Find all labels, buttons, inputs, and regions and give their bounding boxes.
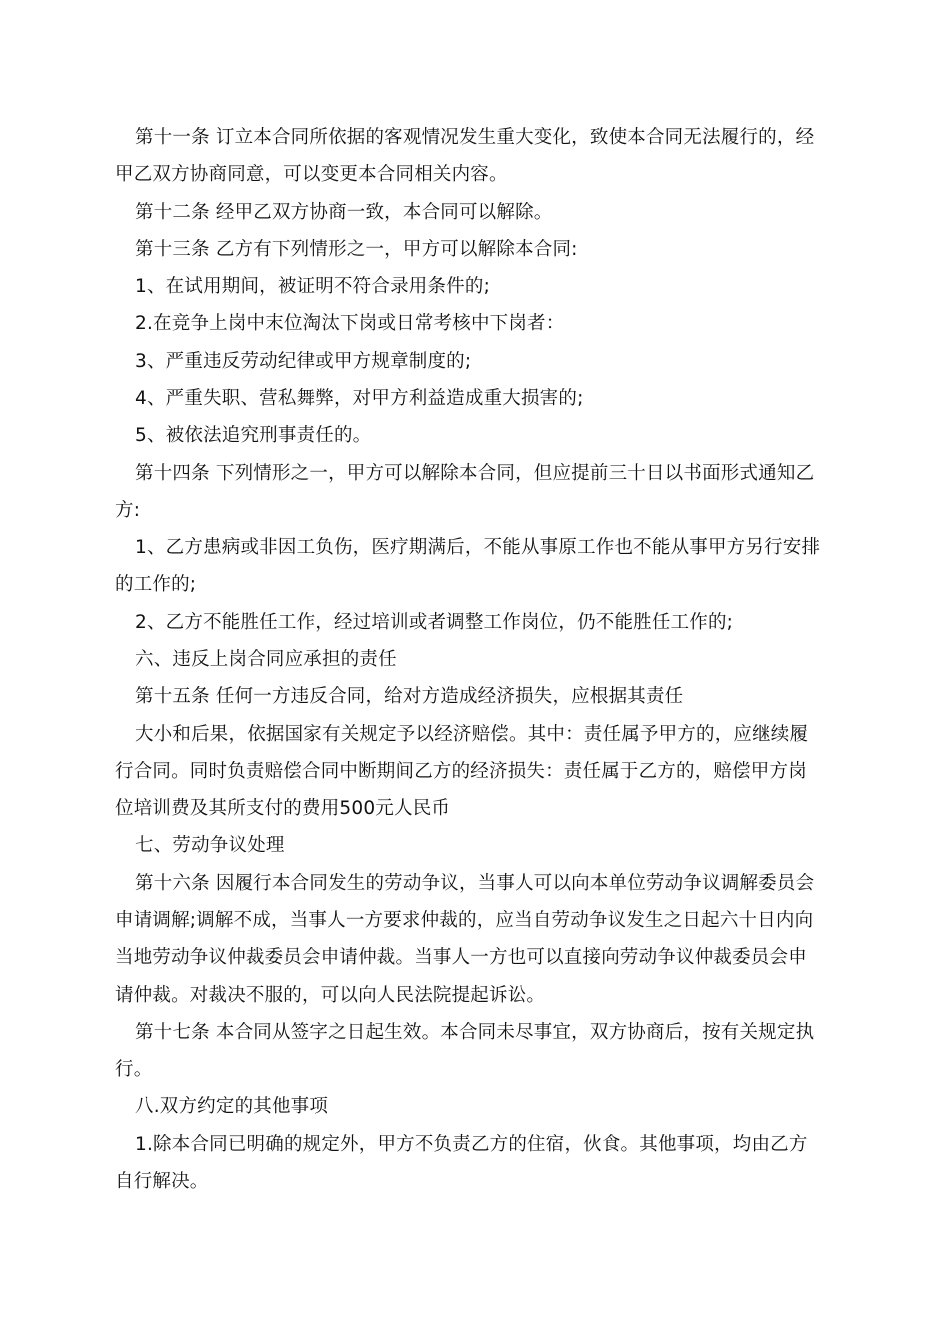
text-line: 申请调解;调解不成，当事人一方要求仲裁的，应当自劳动争议发生之日起六十日内向: [115, 910, 814, 931]
text-line: 第十六条 因履行本合同发生的劳动争议，当事人可以向本单位劳动争议调解委员会: [135, 873, 815, 894]
text-line: 1.除本合同已明确的规定外，甲方不负责乙方的住宿，伙食。其他事项，均由乙方: [135, 1134, 808, 1155]
section-heading: 七、劳动争议处理: [135, 835, 285, 856]
text-line: 2.在竞争上岗中末位淘汰下岗或日常考核中下岗者：: [135, 313, 565, 334]
text-line: 自行解决。: [115, 1171, 209, 1192]
text-line: 1、在试用期间，被证明不符合录用条件的;: [135, 276, 491, 297]
text-line: 当地劳动争议仲裁委员会申请仲裁。当事人一方也可以直接向劳动争议仲裁委员会申: [115, 947, 807, 968]
text-line: 1、乙方患病或非因工负伤，医疗期满后，不能从事原工作也不能从事甲方另行安排: [135, 537, 821, 558]
text-line: 请仲裁。对裁决不服的，可以向人民法院提起诉讼。: [115, 985, 546, 1006]
text-line: 第十一条 订立本合同所依据的客观情况发生重大变化，致使本合同无法履行的，经: [135, 127, 815, 148]
text-line: 2、乙方不能胜任工作，经过培训或者调整工作岗位，仍不能胜任工作的;: [135, 612, 734, 633]
text-line: 甲乙双方协商同意，可以变更本合同相关内容。: [115, 164, 508, 185]
text-line: 第十四条 下列情形之一，甲方可以解除本合同，但应提前三十日以书面形式通知乙: [135, 463, 815, 484]
section-heading: 六、违反上岗合同应承担的责任: [135, 649, 397, 670]
text-line: 的工作的;: [115, 574, 197, 595]
text-line: 方:: [115, 500, 141, 521]
text-line: 大小和后果，依据国家有关规定予以经济赔偿。其中：责任属予甲方的，应继续履: [135, 724, 809, 745]
text-line: 3、严重违反劳动纪律或甲方规章制度的;: [135, 351, 472, 372]
text-line: 第十二条 经甲乙双方协商一致，本合同可以解除。: [135, 202, 553, 223]
text-line: 位培训费及其所支付的费用500元人民币: [115, 798, 451, 819]
text-line: 第十五条 任何一方违反合同，给对方造成经济损失，应根据其责任: [135, 686, 684, 707]
text-line: 行合同。同时负责赔偿合同中断期间乙方的经济损失：责任属于乙方的，赔偿甲方岗: [115, 761, 807, 782]
text-line: 5、被依法追究刑事责任的。: [135, 425, 372, 446]
section-heading: 八.双方约定的其他事项: [135, 1096, 329, 1117]
text-line: 第十七条 本合同从签字之日起生效。本合同未尽事宜，双方协商后，按有关规定执: [135, 1022, 815, 1043]
text-line: 第十三条 乙方有下列情形之一，甲方可以解除本合同:: [135, 239, 578, 260]
text-line: 4、严重失职、营私舞弊，对甲方利益造成重大损害的;: [135, 388, 584, 409]
text-line: 行。: [115, 1059, 153, 1080]
